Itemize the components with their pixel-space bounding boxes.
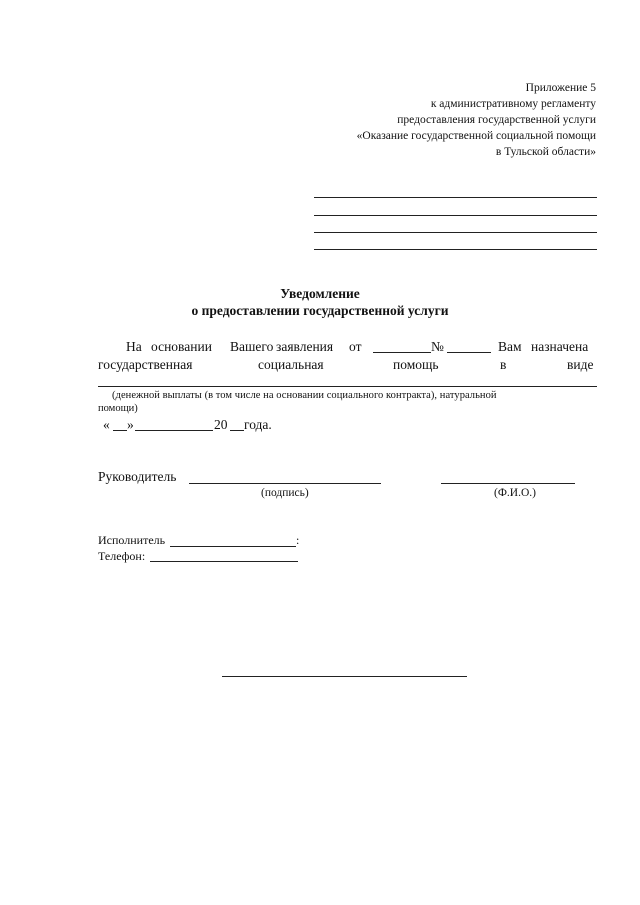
document-subtitle: о предоставлении государственной услуги: [191, 303, 449, 318]
year-suffix: года.: [244, 417, 272, 432]
addressee-line-4: [314, 249, 597, 250]
application-number-blank: [447, 352, 491, 353]
appendix-header: [276, 80, 596, 160]
executor-colon: :: [296, 533, 300, 547]
body-word: виде: [567, 357, 594, 372]
body-word: основании: [151, 339, 212, 354]
date-quote-close: »: [127, 417, 134, 432]
body-word: в: [500, 357, 507, 372]
body-word: государственная: [98, 357, 193, 372]
body-word: от: [349, 339, 362, 354]
phone-blank: [150, 561, 298, 562]
assistance-type-note: (денежной выплаты (в том числе на основании социального контракта), натуральной: [112, 390, 497, 401]
bottom-separator: [222, 676, 467, 677]
addressee-line-1: [314, 197, 597, 198]
application-date-blank: [373, 352, 431, 353]
phone-label: Телефон:: [98, 549, 146, 563]
body-word: Вам: [498, 339, 522, 354]
year-prefix: 20: [214, 417, 228, 432]
body-word: социальная: [258, 357, 324, 372]
body-word: заявления: [276, 339, 334, 354]
name-caption: (Ф.И.О.): [494, 487, 536, 499]
name-blank: [441, 483, 575, 484]
document-title: Уведомление: [280, 286, 360, 301]
number-sign: №: [431, 339, 444, 354]
year-blank: [230, 430, 244, 431]
assistance-type-note-cont: помощи): [98, 403, 138, 414]
head-label: Руководитель: [98, 469, 177, 484]
appendix-line-5: в Тульской области»: [495, 146, 596, 158]
appendix-line-3: предоставления государственной услуги: [397, 114, 596, 126]
body-word: назначена: [531, 339, 589, 354]
appendix-line-1: Приложение 5: [525, 82, 596, 94]
body-word: На: [126, 339, 142, 354]
executor-blank: [170, 546, 296, 547]
assistance-type-blank: [98, 386, 597, 387]
month-blank: [135, 430, 213, 431]
day-blank: [113, 430, 127, 431]
body-word: помощь: [393, 357, 439, 372]
addressee-line-3: [314, 232, 597, 233]
executor-label: Исполнитель: [98, 533, 166, 547]
appendix-line-4: «Оказание государственной социальной помощи: [356, 130, 596, 142]
appendix-line-2: к административному регламенту: [430, 98, 596, 110]
date-quote-open: «: [103, 417, 110, 432]
signature-blank: [189, 483, 381, 484]
addressee-line-2: [314, 215, 597, 216]
body-word: Вашего: [230, 339, 274, 354]
signature-caption: (подпись): [261, 487, 309, 499]
